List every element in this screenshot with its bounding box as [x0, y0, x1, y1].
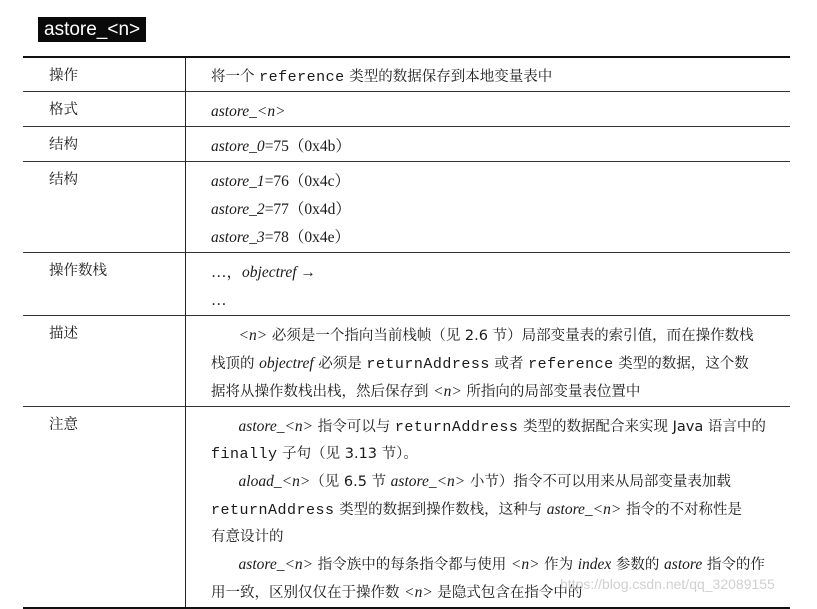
text-span: （见 6.5 节: [310, 474, 391, 490]
content-line: [211, 413, 782, 441]
row-content: [186, 127, 791, 162]
content-line: [211, 64, 782, 91]
text-span: =75（0x4b）: [264, 138, 351, 155]
text-span: 作为: [539, 557, 578, 573]
italic-term: index: [577, 556, 612, 573]
text-span: …，: [211, 264, 243, 281]
code-text: returnAddress: [394, 419, 519, 436]
text-span: 或者: [489, 356, 529, 372]
table-row-forms-1-3: [23, 162, 790, 253]
text-span: 栈顶的: [211, 356, 260, 372]
text-span: 必须是: [313, 356, 367, 372]
text-span: =77（0x4d）: [264, 201, 351, 218]
text-span: 有意设计的: [211, 529, 284, 545]
row-content: [186, 253, 791, 316]
italic-term: aload_<n>: [238, 473, 311, 490]
text-span: 指令可以与: [313, 419, 395, 435]
table-row-description: [23, 316, 790, 407]
content-line: [211, 468, 782, 496]
row-content: [186, 316, 791, 407]
content-line: [211, 98, 782, 126]
italic-term: astore_2: [211, 201, 265, 218]
content-line: [211, 133, 782, 161]
table-row-operand-stack: [23, 253, 790, 316]
content-line: [211, 322, 782, 350]
row-label: 操作: [23, 57, 186, 92]
row-content: [186, 92, 791, 127]
code-text: reference: [528, 356, 614, 373]
content-line: [211, 524, 782, 551]
content-line: [211, 196, 782, 224]
italic-term: astore: [664, 556, 703, 573]
italic-term: objectref: [259, 355, 314, 372]
content-line: [211, 224, 782, 252]
row-content: [186, 57, 791, 92]
row-content: [186, 162, 791, 253]
content-line: [211, 350, 782, 378]
content-line: [211, 259, 782, 287]
text-span: 参数的: [611, 557, 665, 573]
row-label: 注意: [23, 407, 186, 609]
text-span: 类型的数据保存到本地变量表中: [344, 69, 553, 85]
instruction-spec-table: [23, 56, 790, 609]
text-span: 小节）指令不可以用来从局部变量表加载: [465, 474, 731, 490]
text-span: 据将从操作数栈出栈，然后保存到: [211, 384, 434, 400]
row-label: 操作数栈: [23, 253, 186, 316]
content-line: [211, 496, 782, 524]
text-span: 是隐式包含在指令中的: [432, 585, 583, 601]
italic-term: <n>: [433, 383, 462, 400]
row-label: 结构: [23, 127, 186, 162]
italic-term: <n>: [510, 556, 540, 573]
text-span: 指令的不对称性是: [621, 502, 742, 518]
italic-term: astore_3: [211, 229, 265, 246]
italic-term: objectref: [242, 264, 297, 281]
italic-term: astore_<n>: [390, 473, 466, 490]
table-row-forms-0: [23, 127, 790, 162]
italic-term: astore_0: [211, 138, 265, 155]
text-span: 子句（见 3.13 节）。: [277, 446, 418, 462]
row-label: 格式: [23, 92, 186, 127]
text-span: 类型的数据配合来实现 Java 语言中的: [518, 419, 766, 435]
italic-term: astore_<n>: [238, 556, 314, 573]
italic-term: <n>: [238, 327, 268, 344]
text-span: …: [211, 292, 227, 309]
text-span: 所指向的局部变量表位置中: [461, 384, 641, 400]
text-span: =76（0x4c）: [264, 173, 351, 190]
table-row-format: [23, 92, 790, 127]
italic-term: astore_1: [211, 173, 265, 190]
content-line: [211, 551, 782, 579]
row-label: 结构: [23, 162, 186, 253]
content-line: [211, 287, 782, 315]
code-text: returnAddress: [366, 356, 490, 373]
italic-term: astore_<n>: [238, 418, 314, 435]
text-span: 将一个: [211, 69, 260, 85]
watermark: https://blog.csdn.net/qq_32089155: [560, 576, 775, 592]
italic-term: astore_<n>: [211, 103, 286, 120]
code-text: returnAddress: [211, 502, 335, 519]
text-span: 必须是一个指向当前栈帧（见 2.6 节）局部变量表的索引值，而在操作数栈: [267, 328, 754, 344]
content-line: [211, 168, 782, 196]
content-line: [211, 378, 782, 406]
italic-term: astore_<n>: [546, 501, 622, 518]
row-label: 描述: [23, 316, 186, 407]
content-line: [211, 441, 782, 468]
italic-term: <n>: [404, 584, 433, 601]
text-span: 用一致，区别仅仅在于操作数: [211, 585, 405, 601]
text-span: 指令的作: [702, 557, 765, 573]
text-span: 指令族中的每条指令都与使用: [313, 557, 511, 573]
code-text: reference: [259, 69, 345, 86]
text-span: =78（0x4e）: [264, 229, 351, 246]
instruction-title: astore_<n>: [38, 17, 146, 42]
table-row-operation: [23, 57, 790, 92]
code-text: finally: [211, 446, 278, 463]
text-span: 类型的数据，这个数: [613, 356, 749, 372]
text-span: 类型的数据到操作数栈，这种与: [334, 502, 547, 518]
text-span: →: [296, 264, 316, 281]
